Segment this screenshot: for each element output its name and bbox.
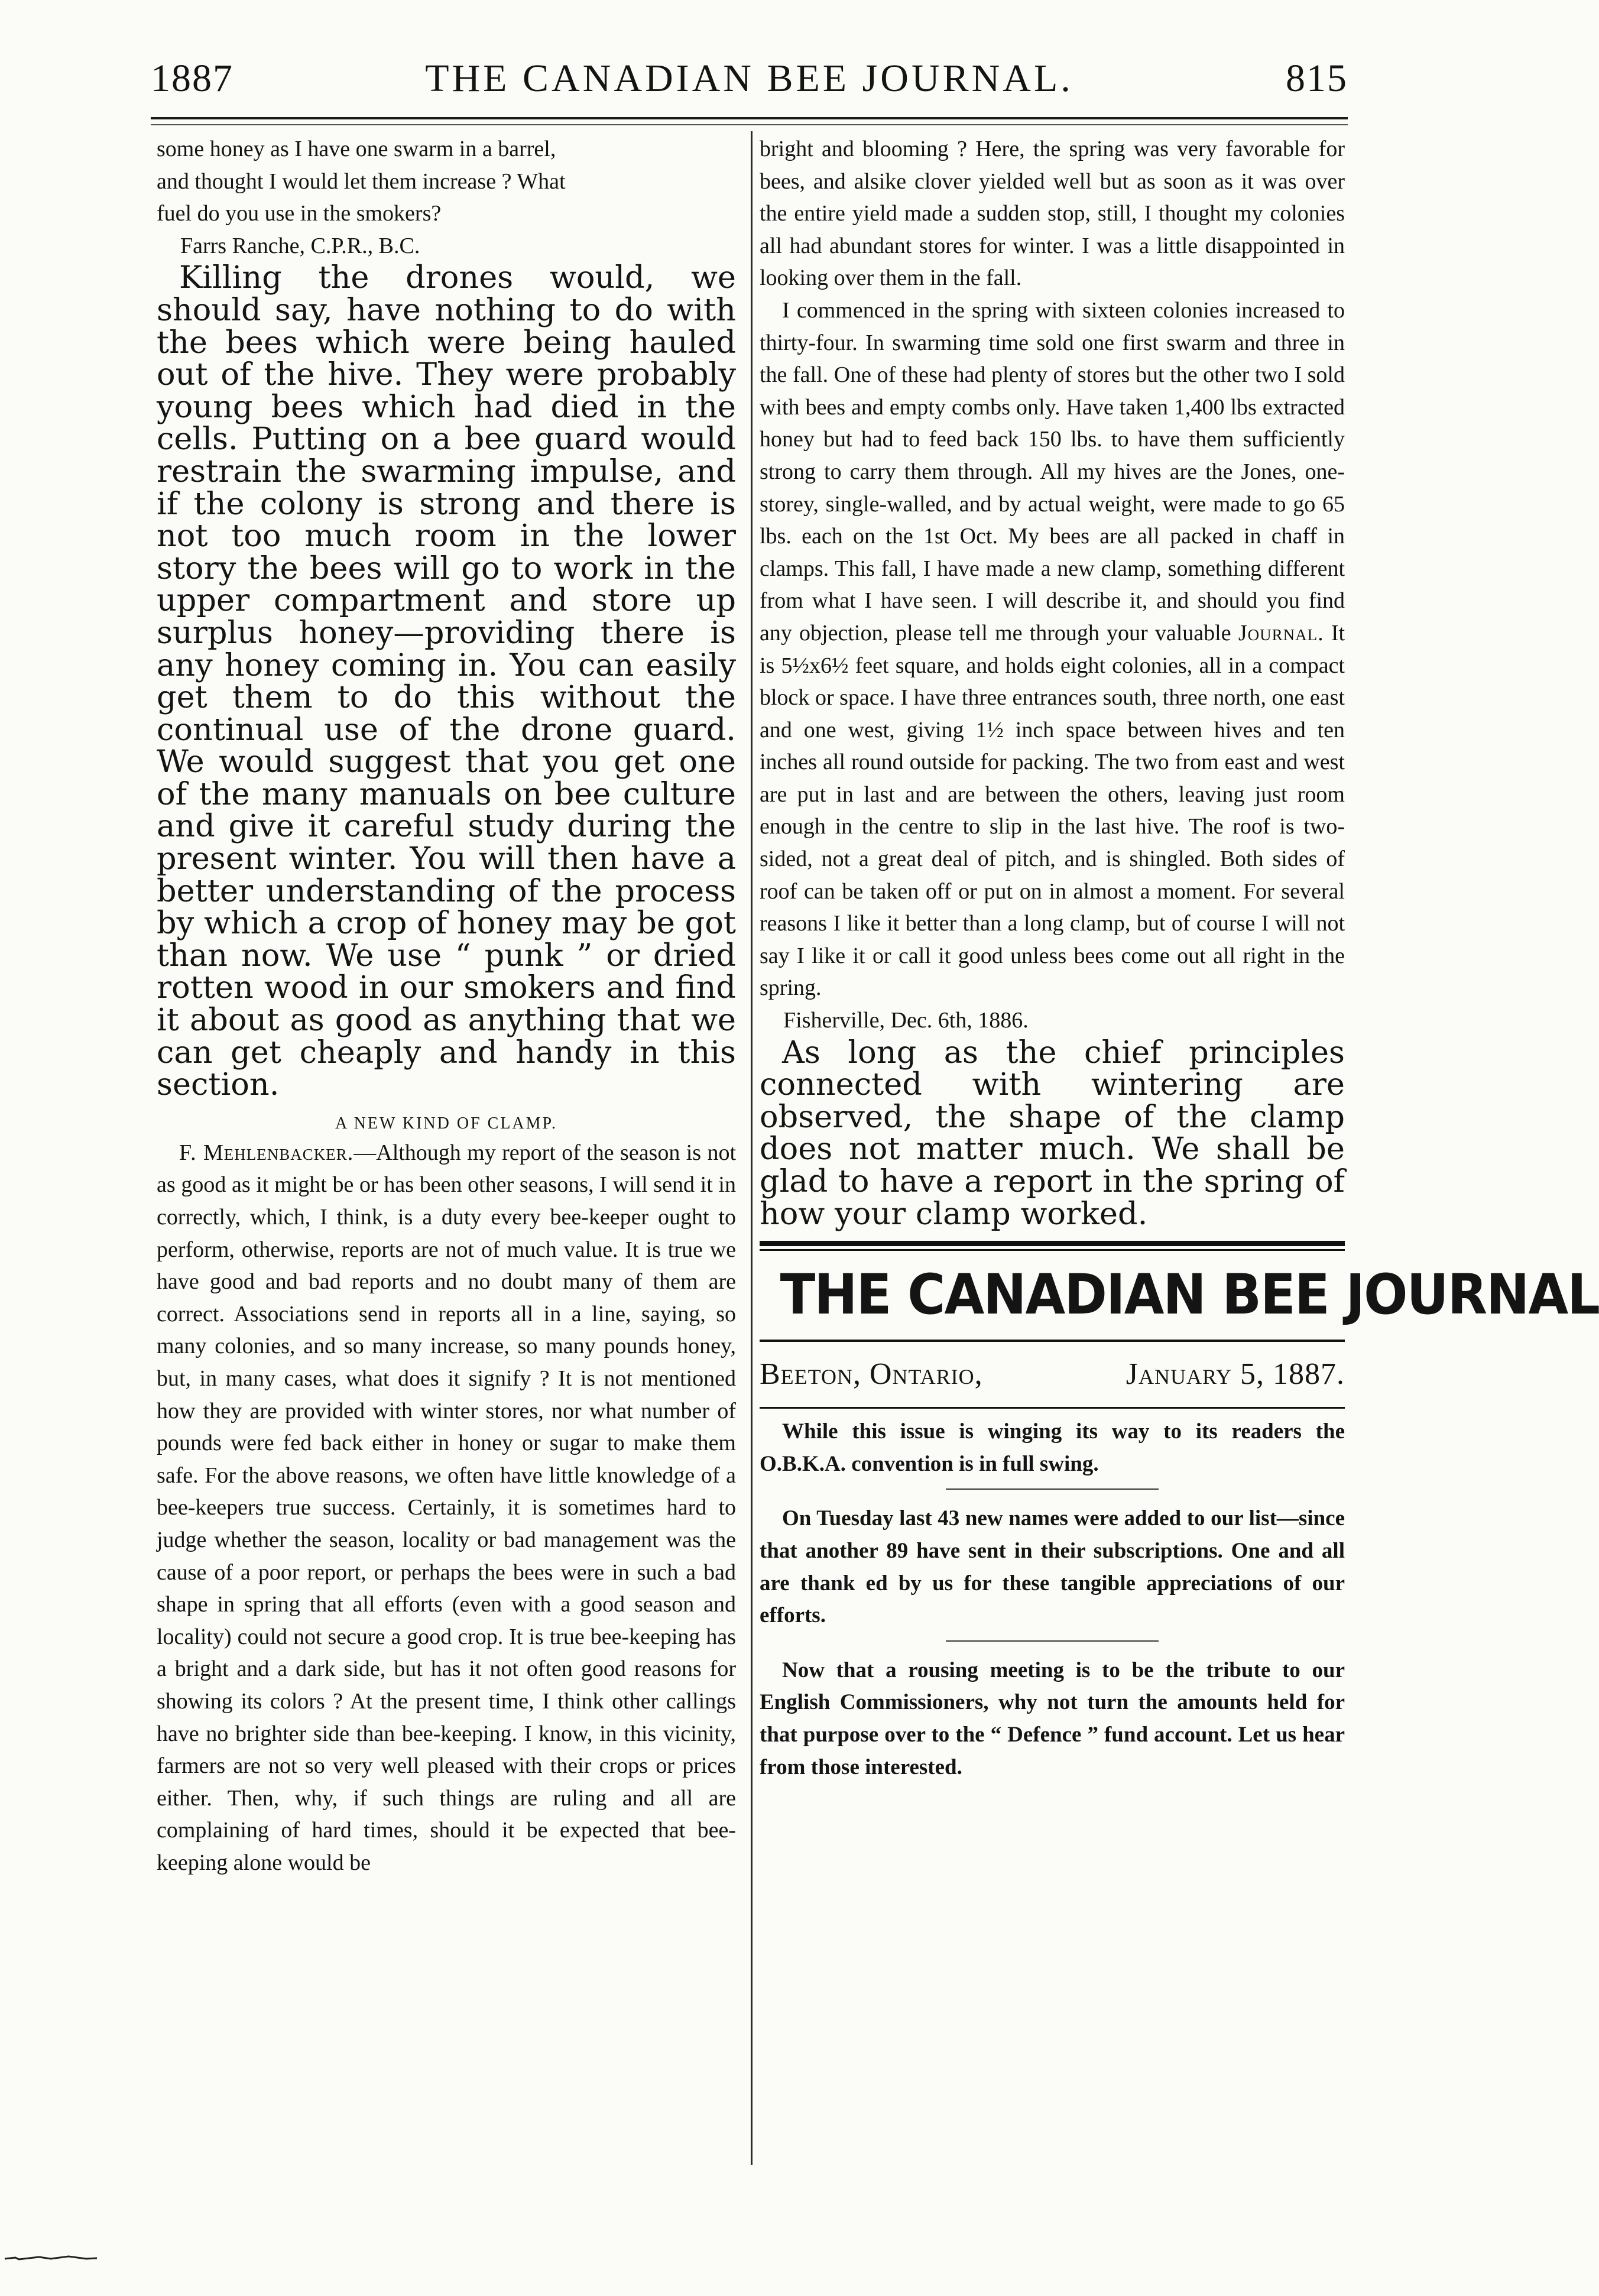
letter-text: —Although my report of the season is not as good as it might be or has been other seasons, I will send it in correctly, which, I think, is a duty every bee-keeper ought to perform, otherwise, reports are not of much value. It is true we have good and bad reports and no doubt many of them are correct. Associations send in reports all in a line, saying, so many colonies, and so many increase, so many pounds honey, but, in many cases, what does it signify ? It is not mentioned how they are provided with winter stores, nor what number of pounds were fed back either in honey or sugar to make them safe. For the above reasons, we often have little knowledge of a bee-keepers true success. Certainly, it is sometimes hard to judge whether the season, locality or bad management was the cause of a poor report, or perhaps the bees were in such a bad shape in spring that all efforts (even with a good season and locality) could not secure a good crop. It is true bee-keeping has a bright and a dark side, but has it not often good reasons for showing its colors ? At the present time, I think other callings have no brighter side than bee-keeping. I know, in this vicinity, farmers are not so very well pleased with their crops or prices either. Then, why, if such things are ruling and all are complaining of hard times, should it be expected that bee-keeping alone would be: [157, 1140, 736, 1875]
right-column: [760, 133, 1599, 1783]
editorial-note: On Tuesday last 43 new names were added to our list—since that another 89 have sent in their subscriptions. One and all are thank ed by us for these tangible appreciations of our efforts.: [760, 1506, 1345, 1628]
letter-signoff: Farrs Ranche, C.P.R., B.C.: [180, 233, 420, 258]
editorial-divider: [946, 1488, 1159, 1490]
editor-reply: As long as the chief principles connected with wintering are observed, the shape of the clamp does not matter much. We shall be glad to have a report in the spring of how your clamp worked.: [760, 1034, 1345, 1232]
page-number: 815: [1286, 57, 1348, 100]
running-head: [151, 56, 1348, 109]
dateline-rule: [760, 1407, 1345, 1409]
header-rule-thin: [151, 124, 1348, 125]
editorial-note: While this issue is winging its way to its readers the O.B.K.A. convention is in full swing.: [760, 1419, 1345, 1476]
letter-paragraph-text: I commenced in the spring with sixteen colonies increased to thirty-four. In swarming time sold one first swarm and three in the fall. One of these had plenty of stores but the other two I sold with bees and empty combs only. Have taken 1,400 lbs extracted honey but had to feed back 150 lbs. to have them sufficiently strong to carry them through. All my hives are the Jones, one-storey, single-walled, and by actual weight, were made to go 65 lbs. each on the 1st Oct. My bees are all packed in chaff in clamps. This fall, I have made a new clamp, something different from what I have seen. I will describe it, and should you find any objection, please tell me through your valuable: [760, 297, 1345, 646]
page-year: 1887: [151, 57, 233, 100]
editor-reply: Killing the drones would, we should say, have nothing to do with the bees which were being hauled out of the hive. They were probably young bees which had died in the cells. Putting on a bee guard would restrain the swarming impulse, and if the colony is strong and there is not too much room in the lower story the bees will go to work in the upper compartment and store up surplus honey—providing there is any honey coming in. You can easily get them to do this without the continual use of the drone guard. We would suggest that you get one of the many manuals on bee culture and give it careful study during the present winter. You will then have a better understanding of the process by which a crop of honey may be got than now. We use “ punk ” or dried rotten wood in our smokers and find it about as good as anything that we can get cheaply and handy in this section.: [157, 260, 736, 1103]
letter-tail-line: and thought I would let them increase ? What: [157, 168, 566, 194]
letter-continued: bright and blooming ? Here, the spring was very favorable for bees, and alsike clover yielded well but as soon as it was over the entire yield made a sudden stop, still, I thought my colonies all had abundant stores for winter. I was a little disappointed in looking over them in the fall.: [760, 137, 1345, 291]
letter-tail-line: fuel do you use in the smokers?: [157, 201, 442, 226]
header-rule: [151, 117, 1348, 119]
letter-tail-line: some honey as I have one swarm in a barrel,: [157, 137, 556, 161]
masthead: THE CANADIAN BEE JOURNAL: [780, 1263, 1599, 1328]
masthead-rule: [760, 1241, 1345, 1251]
letter-author: F. Mehlenbacker.: [179, 1140, 354, 1165]
journal-title: THE CANADIAN BEE JOURNAL.: [425, 57, 1073, 100]
letter-paragraph: [760, 294, 1345, 1004]
ink-smudge: [4, 2255, 98, 2261]
dateline: [760, 1342, 1345, 1407]
editorial-divider: [946, 1640, 1159, 1642]
editorial-note: Now that a rousing meeting is to be the tribute to our English Commissioners, why not turn the amounts held for that purpose over to the “ Defence ” fund account. Let us hear from those interested.: [760, 1658, 1345, 1779]
letter-body: [157, 1137, 736, 1879]
section-heading: A NEW KIND OF CLAMP.: [335, 1114, 558, 1133]
dateline-date: January 5, 1887.: [1126, 1357, 1345, 1392]
column-divider: [751, 131, 753, 2165]
letter-paragraph-end: It is 5½x6½ feet square, and holds eight colonies, all in a compact block or space. I have three entrances south, three north, one east and one west, giving 1½ inch space between hives and ten inches all round outside for packing. The two from east and west are put in last and are between the others, leaving just room enough in the centre to slip in the last hive. The roof is two-sided, not a great deal of pitch, and is shingled. Both sides of roof can be taken off or put on in almost a moment. For several reasons I like it better than a long clamp, but of course I will not say I like it or call it good unless bees come out all right in the spring.: [760, 620, 1345, 1001]
letter-signoff: Fisherville, Dec. 6th, 1886.: [783, 1008, 1029, 1033]
journal-word: Journal.: [1238, 620, 1324, 646]
letter-tail: [157, 133, 736, 230]
dateline-place: Beeton, Ontario,: [760, 1357, 983, 1392]
left-column: [157, 133, 736, 1879]
